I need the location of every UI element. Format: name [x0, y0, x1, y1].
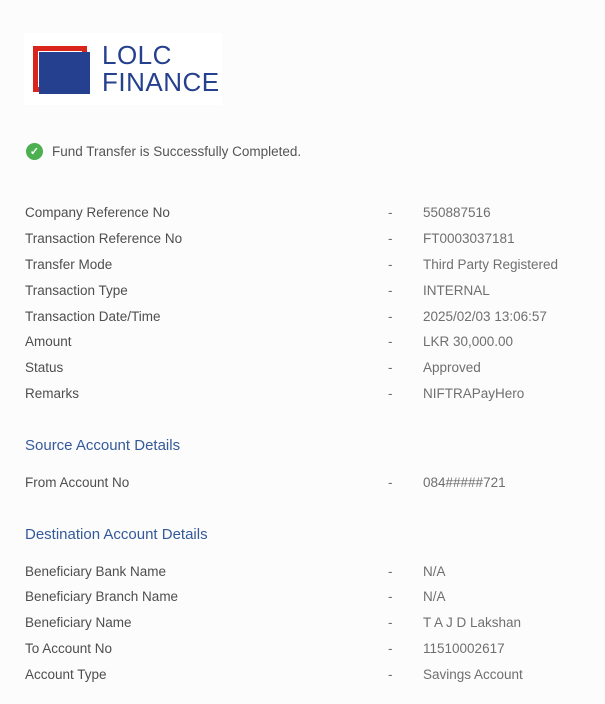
detail-separator: - [388, 256, 393, 272]
detail-value: NIFTRAPayHero [423, 385, 525, 401]
detail-separator: - [388, 334, 393, 350]
logo-blue-square [39, 52, 90, 94]
detail-row-transaction-type [25, 277, 580, 303]
lolc-finance-logo [24, 33, 222, 105]
status-message: Fund Transfer is Successfully Completed. [52, 144, 302, 159]
detail-value: LKR 30,000.00 [423, 334, 514, 350]
detail-label: Status [25, 360, 64, 376]
lolc-logo-mark-icon [24, 39, 98, 99]
detail-value: T A J D Lakshan [423, 615, 522, 631]
detail-label: Company Reference No [25, 205, 170, 221]
detail-value: 084#####721 [423, 474, 506, 490]
detail-value: N/A [423, 563, 446, 579]
detail-separator: - [388, 385, 393, 401]
detail-value: 11510002617 [423, 640, 505, 656]
detail-separator: - [388, 360, 393, 376]
detail-label: Beneficiary Branch Name [25, 589, 179, 605]
detail-row-transfer-mode [25, 252, 580, 278]
status-message-row [26, 143, 301, 160]
detail-value: FT0003037181 [423, 231, 515, 247]
detail-label: From Account No [25, 474, 130, 490]
detail-value: Third Party Registered [423, 256, 559, 272]
detail-value: 550887516 [423, 205, 491, 221]
detail-separator: - [388, 563, 393, 579]
detail-separator: - [388, 282, 393, 298]
detail-label: Remarks [25, 385, 80, 401]
detail-row-from-account [25, 469, 580, 495]
section-title-source-account: Source Account Details [25, 437, 181, 455]
logo-wordmark-line1: LOLC [102, 40, 172, 70]
detail-label: Transaction Type [25, 282, 128, 298]
detail-row-transaction-reference [25, 226, 580, 252]
detail-value: Savings Account [423, 666, 523, 682]
detail-row-to-account [25, 636, 580, 662]
detail-row-status [25, 355, 580, 381]
detail-label: Beneficiary Name [25, 615, 132, 631]
transfer-details [25, 200, 580, 687]
detail-value: INTERNAL [423, 282, 490, 298]
detail-separator: - [388, 308, 393, 324]
detail-row-beneficiary-name [25, 610, 580, 636]
section-title-destination-account: Destination Account Details [25, 526, 208, 544]
detail-row-account-type [25, 661, 580, 687]
detail-label: Account Type [25, 666, 107, 682]
logo-wordmark-line2: FINANCE [102, 67, 220, 97]
detail-separator: - [388, 640, 393, 656]
detail-row-amount [25, 329, 580, 355]
detail-row-remarks [25, 381, 580, 407]
detail-value: Approved [423, 360, 481, 376]
detail-label: Amount [25, 334, 72, 350]
detail-label: To Account No [25, 640, 113, 656]
detail-separator: - [388, 589, 393, 605]
detail-separator: - [388, 666, 393, 682]
detail-separator: - [388, 474, 393, 490]
success-check-icon: ✓ [26, 143, 43, 160]
detail-row-transaction-datetime [25, 303, 580, 329]
detail-separator: - [388, 205, 393, 221]
detail-value: N/A [423, 589, 446, 605]
detail-row-company-reference [25, 200, 580, 226]
detail-label: Transfer Mode [25, 256, 113, 272]
detail-row-beneficiary-branch [25, 584, 580, 610]
detail-label: Transaction Date/Time [25, 308, 161, 324]
detail-row-beneficiary-bank [25, 558, 580, 584]
detail-value: 2025/02/03 13:06:57 [423, 308, 547, 324]
detail-separator: - [388, 231, 393, 247]
detail-separator: - [388, 615, 393, 631]
detail-label: Beneficiary Bank Name [25, 563, 167, 579]
logo-wordmark [102, 42, 220, 96]
detail-label: Transaction Reference No [25, 231, 183, 247]
